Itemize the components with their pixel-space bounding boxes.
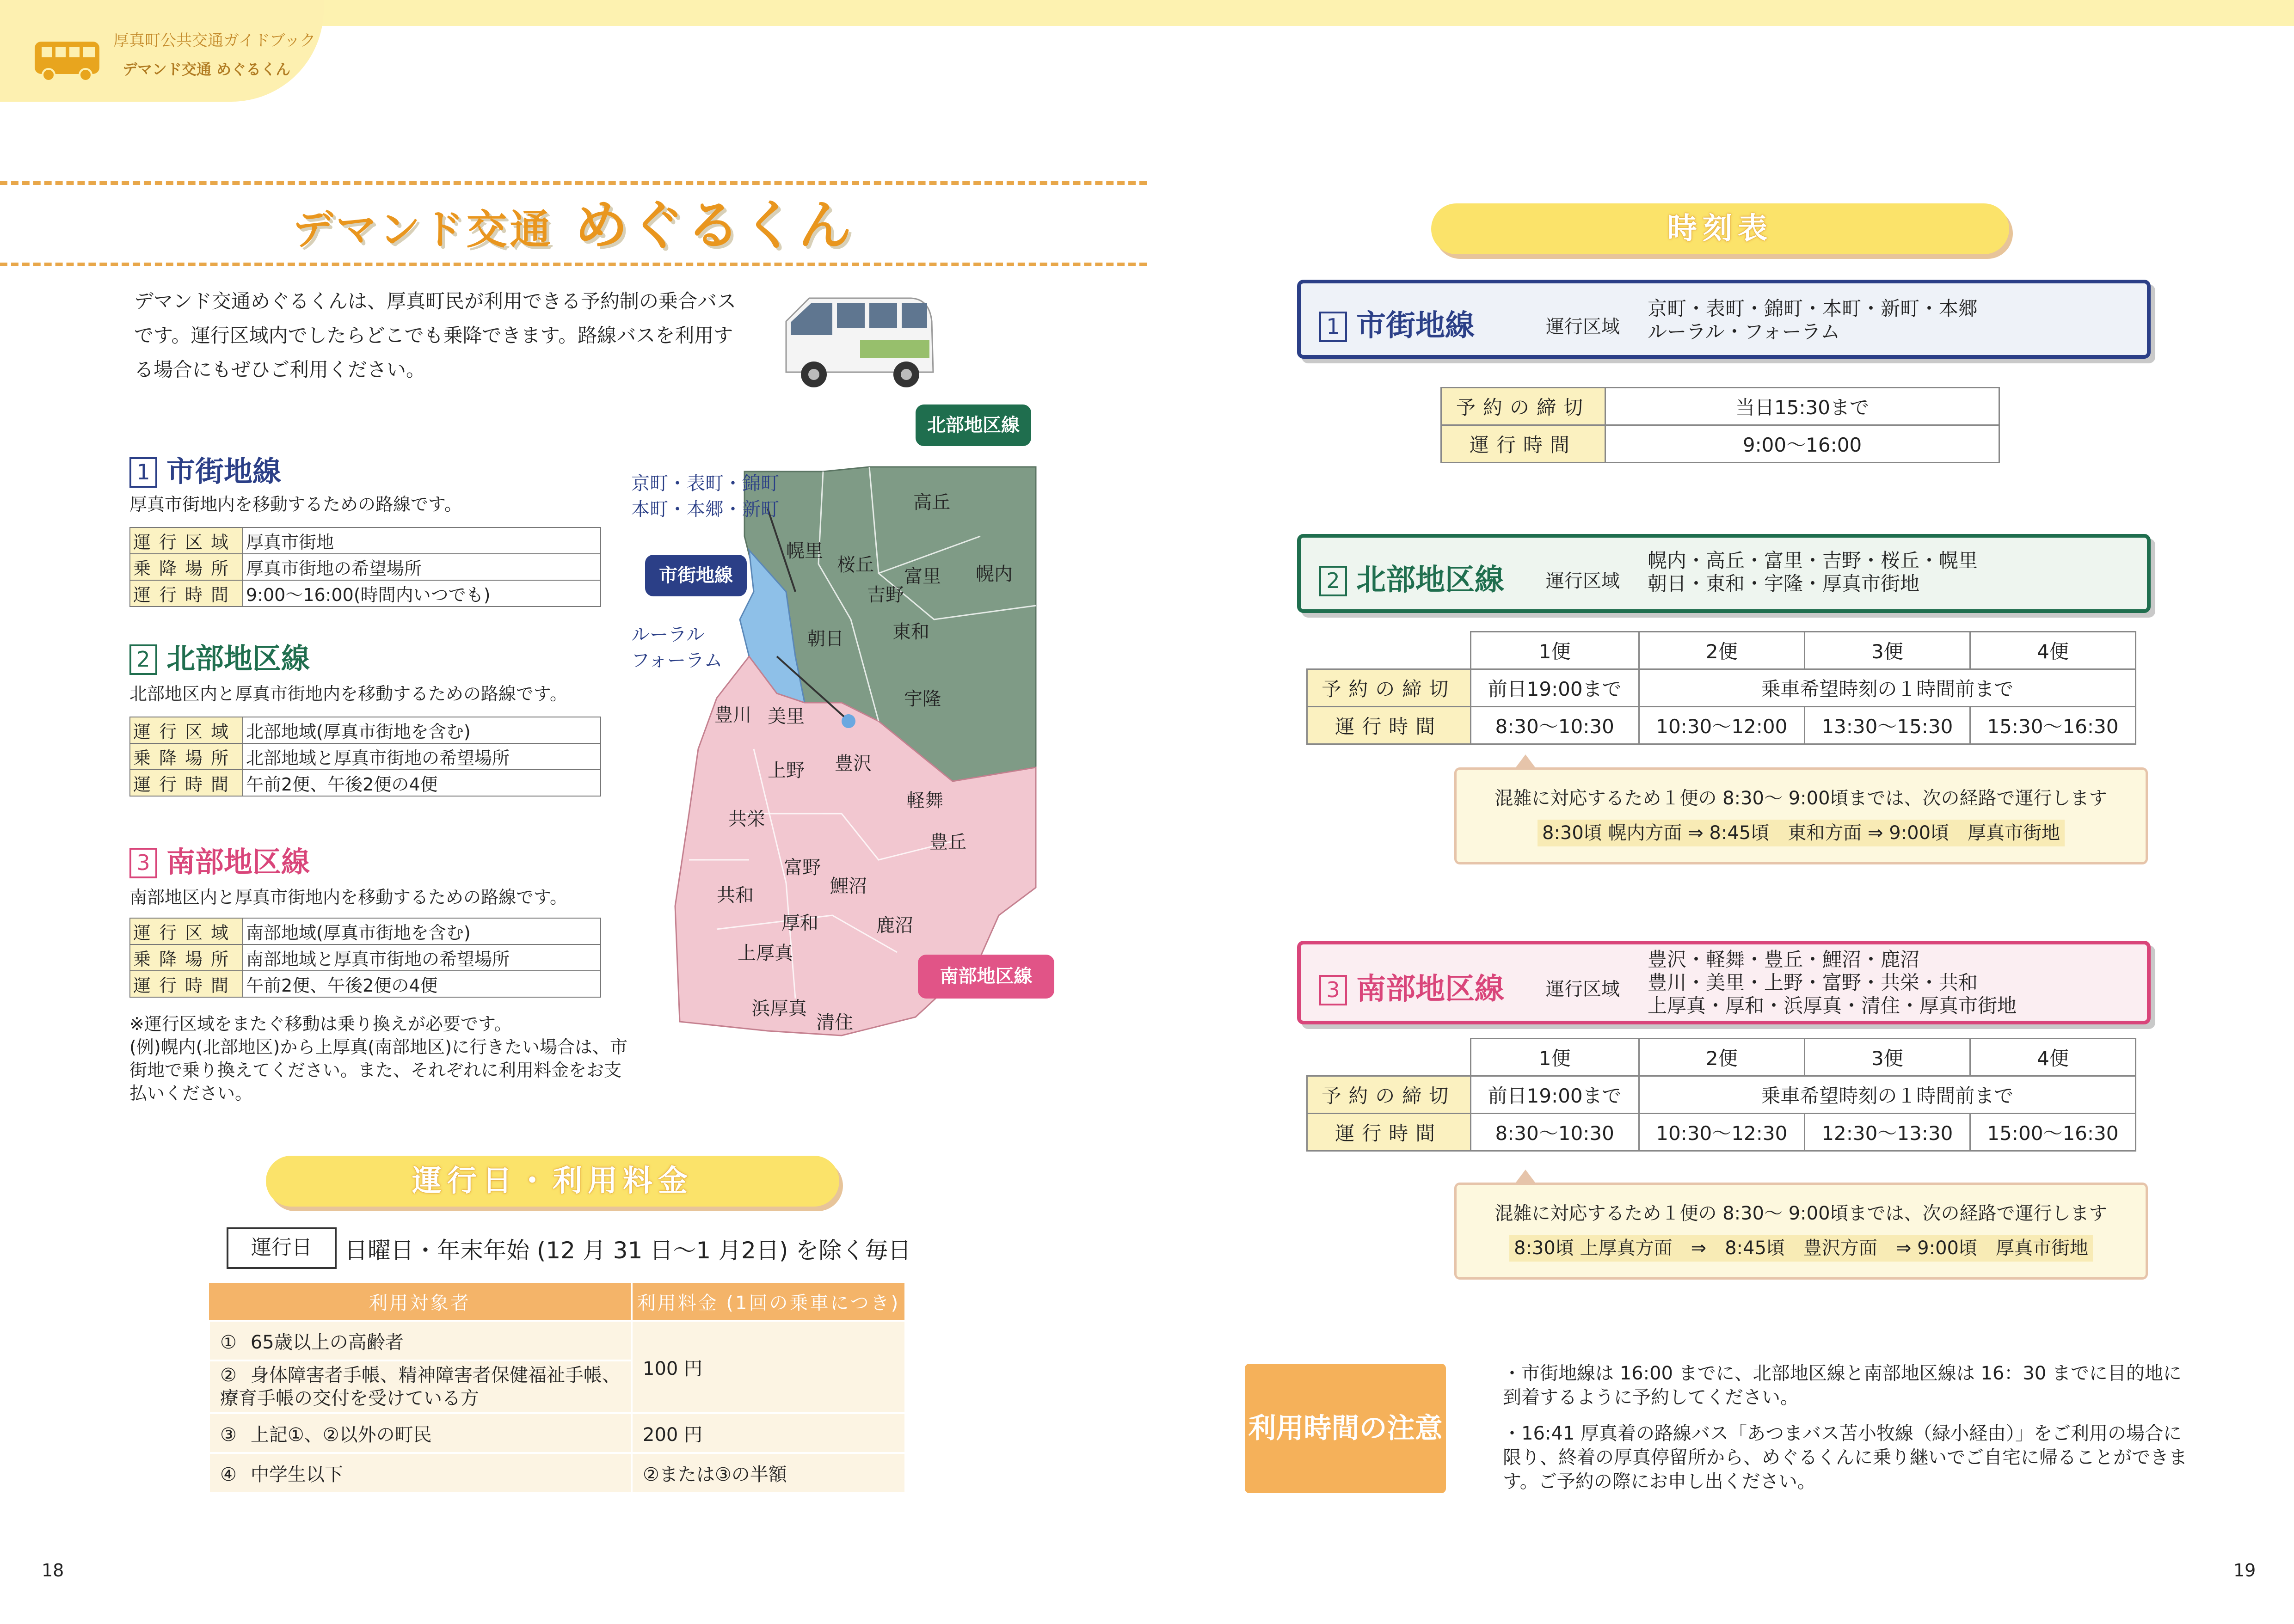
fare-row-num: ③: [220, 1424, 237, 1446]
route2-info-table: [129, 717, 601, 797]
line3-number: 3: [1319, 975, 1347, 1005]
line2-callout: [1454, 767, 2148, 864]
line3-time-2: 10:30〜12:30: [1639, 1114, 1804, 1151]
route2-name: 北部地区線: [166, 642, 310, 675]
line1-heading: [1319, 302, 1475, 344]
south-tag: 南部地区線: [918, 955, 1054, 999]
route2-v3: 午前2便、午後2便の4便: [243, 770, 601, 796]
route1-v3: 9:00〜16:00(時間内いつでも): [243, 580, 601, 607]
route3-v2: 南部地域と厚真市街地の希望場所: [243, 944, 601, 971]
fare-row-1: [209, 1321, 632, 1360]
place-label: 幌里: [786, 540, 823, 562]
timetable-title: 時刻表: [1431, 203, 2009, 254]
line2-area1: 幌内・高丘・富里・吉野・桜丘・幌里: [1648, 549, 1978, 572]
line1-area-label: 運行区域: [1546, 316, 1620, 337]
line3-time-1: 8:30〜10:30: [1470, 1114, 1639, 1151]
dashed-divider-bottom: [0, 263, 1147, 266]
route1-k1: 運行区域: [130, 527, 243, 554]
place-label: 上厚真: [738, 943, 793, 964]
line1-v1: 当日15:30まで: [1605, 388, 1999, 425]
line2-head-1: 1便: [1470, 632, 1639, 669]
route1-number: 1: [129, 457, 157, 488]
line2-note2: 8:30頃 幌内方面 ⇒ 8:45頃 東和方面 ⇒ 9:00頃 厚真市街地: [1538, 820, 2065, 846]
fare-row-num: ①: [220, 1331, 237, 1353]
route3-v3: 午前2便、午後2便の4便: [243, 971, 601, 997]
line3-heading: [1319, 965, 1504, 1008]
intro-text: デマンド交通めぐるくんは、厚真町民が利用できる予約制の乗合バスです。運行区域内でしたらどこでも乗降できます。路線バスを利用する場合にもぜひご利用ください。: [134, 290, 737, 381]
fare-fee-12: 100 円: [632, 1321, 905, 1413]
line2-time-1: 8:30〜10:30: [1470, 707, 1639, 744]
city-list-2: 本町・本郷・新町: [631, 499, 779, 520]
line2-time-3: 13:30〜15:30: [1804, 707, 1970, 744]
line3-area-label: 運行区域: [1546, 979, 1620, 1000]
section-label: デマンド交通 めぐるくん: [123, 61, 291, 78]
line1-table: [1440, 387, 2000, 463]
route1-v2: 厚真市街地の希望場所: [243, 554, 601, 580]
route1-v1: 厚真市街地: [243, 527, 601, 554]
place-label: 富里: [904, 566, 941, 587]
line3-time-3: 12:30〜13:30: [1804, 1114, 1970, 1151]
line3-rest: 乗車希望時刻の１時間前まで: [1639, 1076, 2135, 1114]
place-label: 厚和: [781, 913, 818, 934]
fare-row-who: 中学生以下: [250, 1464, 343, 1485]
line3-head-3: 3便: [1804, 1039, 1970, 1076]
city-tag: 市街地線: [645, 555, 747, 596]
line2-area-label: 運行区域: [1546, 570, 1620, 592]
city-list-1: 京町・表町・錦町: [631, 473, 779, 494]
line2-head-3: 3便: [1804, 632, 1970, 669]
line3-head-1: 1便: [1470, 1039, 1639, 1076]
line2-time-4: 15:30〜16:30: [1970, 707, 2135, 744]
line1-area1: 京町・表町・錦町・本町・新町・本郷: [1648, 297, 1978, 320]
line2-number: 2: [1319, 566, 1347, 596]
place-label: 幌内: [976, 564, 1013, 585]
route1-k3: 運行時間: [130, 580, 243, 607]
line3-head-4: 4便: [1970, 1039, 2135, 1076]
transfer-note: [129, 1012, 633, 1105]
route2-v2: 北部地域と厚真市街地の希望場所: [243, 743, 601, 770]
line2-areas: [1648, 549, 1978, 595]
line3-callout: [1454, 1183, 2148, 1280]
route1-k2: 乗降場所: [130, 554, 243, 580]
north-tag: 北部地区線: [916, 404, 1031, 446]
route2-heading: [129, 636, 310, 677]
line2-corner: [1307, 632, 1471, 669]
rural-forum-label: [631, 622, 723, 674]
van-image: [772, 289, 939, 395]
fare-row-num: ②: [220, 1365, 237, 1386]
line3-note1: 混雑に対応するため１便の 8:30〜 9:00頃までは、次の経路で運行します: [1494, 1203, 2108, 1224]
route2-k1: 運行区域: [130, 717, 243, 743]
line2-area2: 朝日・東和・宇隆・厚真市街地: [1648, 572, 1920, 595]
rural-label-2: フォーラム: [631, 650, 723, 671]
operating-day-text: 日曜日・年末年始 (12 月 31 日〜1 月2日) を除く毎日: [344, 1237, 911, 1264]
line1-v2: 9:00〜16:00: [1605, 425, 1999, 463]
line1-number: 1: [1319, 312, 1347, 342]
line3-first: 前日19:00まで: [1470, 1076, 1639, 1114]
place-label: 鹿沼: [876, 915, 913, 936]
route3-name: 南部地区線: [166, 845, 310, 879]
route3-heading: [129, 839, 310, 880]
line1-box: [1297, 280, 2151, 359]
line1-areas: [1648, 297, 1978, 343]
place-label: 美里: [768, 706, 805, 727]
place-label: 朝日: [807, 628, 844, 650]
route3-k1: 運行区域: [130, 918, 243, 944]
fare-col-fee: 利用料金 (1回の乗車につき): [632, 1283, 905, 1321]
line3-note2: 8:30頃 上厚真方面 ⇒ 8:45頃 豊沢方面 ⇒ 9:00頃 厚真市街地: [1509, 1235, 2093, 1262]
line2-table: [1306, 631, 2136, 745]
page-number-left: 18: [42, 1560, 64, 1581]
route2-number: 2: [129, 644, 157, 675]
line3-k2: 運行時間: [1307, 1114, 1471, 1151]
line3-name: 南部地区線: [1356, 972, 1504, 1006]
transfer-note-l2: (例)幌内(北部地区)から上厚真(南部地区)に行きたい場合は、市街地で乗り換えてください。また、それぞれに利用料金をお支払いください。: [129, 1037, 627, 1103]
line2-box: [1297, 534, 2151, 613]
line2-k1: 予約の締切: [1307, 669, 1471, 707]
place-label: 清住: [816, 1012, 853, 1033]
line3-k1: 予約の締切: [1307, 1076, 1471, 1114]
bus-icon: [32, 37, 102, 83]
fare-col-who: 利用対象者: [209, 1283, 632, 1321]
place-label: 桜丘: [837, 554, 874, 576]
line2-heading: [1319, 556, 1504, 599]
line2-head-4: 4便: [1970, 632, 2135, 669]
place-label: 共和: [717, 885, 754, 906]
line1-k2: 運行時間: [1441, 425, 1605, 463]
line3-table: [1306, 1038, 2136, 1152]
line3-area1: 豊沢・軽舞・豊丘・鯉沼・鹿沼: [1648, 948, 1920, 971]
fare-row-num: ④: [220, 1464, 237, 1485]
route1-heading: [129, 448, 281, 490]
route1-name: 市街地線: [166, 454, 282, 488]
place-label: 東和: [892, 621, 929, 643]
line3-head-2: 2便: [1639, 1039, 1804, 1076]
line1-area2: ルーラル・フォーラム: [1648, 320, 1840, 343]
place-label: 富野: [784, 857, 821, 878]
route3-k3: 運行時間: [130, 971, 243, 997]
line3-corner: [1307, 1039, 1471, 1076]
route2-desc: 北部地区内と厚真市街地内を移動するための路線です。: [129, 684, 567, 704]
place-label: 豊丘: [929, 832, 966, 853]
place-label: 豊川: [714, 705, 751, 726]
city-list: [631, 471, 779, 522]
route2-k3: 運行時間: [130, 770, 243, 796]
book-title: 厚真町公共交通ガイドブック: [113, 31, 316, 50]
line3-note2-wrap: [1457, 1233, 2146, 1260]
place-label: 共栄: [728, 809, 765, 830]
route2-v1: 北部地域(厚真市街地を含む): [243, 717, 601, 743]
place-label: 鯉沼: [830, 876, 867, 897]
line3-areas: [1648, 948, 2017, 1017]
line2-note2-wrap: [1457, 818, 2146, 845]
line2-note1: 混雑に対応するため１便の 8:30〜 9:00頃までは、次の経路で運行します: [1494, 788, 2108, 809]
place-label: 浜厚真: [751, 998, 807, 1019]
caution-label: 利用時間の注意: [1245, 1364, 1446, 1493]
operating-day-label: 運行日: [227, 1227, 337, 1269]
line3-box: [1297, 941, 2151, 1024]
route3-v1: 南部地域(厚真市街地を含む): [243, 918, 601, 944]
route3-number: 3: [129, 848, 157, 878]
top-bar-right: [1147, 0, 2294, 26]
place-label: 上野: [768, 760, 805, 781]
line2-head-2: 2便: [1639, 632, 1804, 669]
title-part1: デマンド交通: [292, 206, 554, 253]
line2-first: 前日19:00まで: [1470, 669, 1639, 707]
line3-area3: 上厚真・厚和・浜厚真・清住・厚真市街地: [1648, 994, 2017, 1017]
fare-fee-3: 200 円: [632, 1413, 905, 1453]
line2-rest: 乗車希望時刻の１時間前まで: [1639, 669, 2135, 707]
line2-name: 北部地区線: [1356, 563, 1504, 597]
line1-k1: 予約の締切: [1441, 388, 1605, 425]
page-number-right: 19: [2233, 1560, 2256, 1581]
fare-row-who: 上記①、②以外の町民: [250, 1424, 432, 1446]
line2-k2: 運行時間: [1307, 707, 1471, 744]
route3-info-table: [129, 918, 601, 998]
place-label: 高丘: [913, 492, 950, 513]
place-label: 吉野: [867, 584, 904, 606]
place-label: 宇隆: [904, 688, 941, 710]
route1-desc: 厚真市街地内を移動するための路線です。: [129, 494, 462, 515]
line1-name: 市街地線: [1356, 309, 1475, 343]
caution-bullet-1: ・市街地線は 16:00 までに、北部地区線と南部地区線は 16：30 までに目的地に到着するように予約してください。: [1503, 1363, 2182, 1408]
transfer-note-l1: ※運行区域をまたぐ移動は乗り換えが必要です。: [129, 1014, 512, 1034]
fare-row-4: [209, 1453, 632, 1493]
place-label: 豊沢: [835, 753, 872, 774]
route2-k2: 乗降場所: [130, 743, 243, 770]
rural-label-1: ルーラル: [631, 624, 705, 645]
fare-fee-4: ②または③の半額: [632, 1453, 905, 1493]
route1-info-table: [129, 527, 601, 607]
page-title: [0, 183, 1147, 259]
fare-row-2: [209, 1360, 632, 1413]
title-part2: めぐるくん: [574, 195, 855, 257]
line2-time-2: 10:30〜12:00: [1639, 707, 1804, 744]
route3-k2: 乗降場所: [130, 944, 243, 971]
line3-time-4: 15:00〜16:30: [1970, 1114, 2135, 1151]
fees-section-title: 運行日・利用料金: [266, 1156, 839, 1207]
fare-row-3: [209, 1413, 632, 1453]
line3-area2: 豊川・美里・上野・富野・共栄・共和: [1648, 971, 1978, 994]
fare-table: [208, 1283, 906, 1494]
route3-desc: 南部地区内と厚真市街地内を移動するための路線です。: [129, 887, 567, 907]
fare-row-who: 身体障害者手帳、精神障害者保健福祉手帳、療育手帳の交付を受けている方: [220, 1365, 621, 1409]
place-label: 軽舞: [906, 790, 943, 811]
caution-bullet-2: ・16:41 厚真着の路線バス「あつまバス苫小牧線（緑小経由）」をご利用の場合に限り、終着の厚真停留所から、めぐるくんに乗り継いでご自宅に帰ることができます。ご予約の際にお申し出ください。: [1503, 1423, 2187, 1492]
fare-row-who: 65歳以上の高齢者: [250, 1331, 404, 1353]
